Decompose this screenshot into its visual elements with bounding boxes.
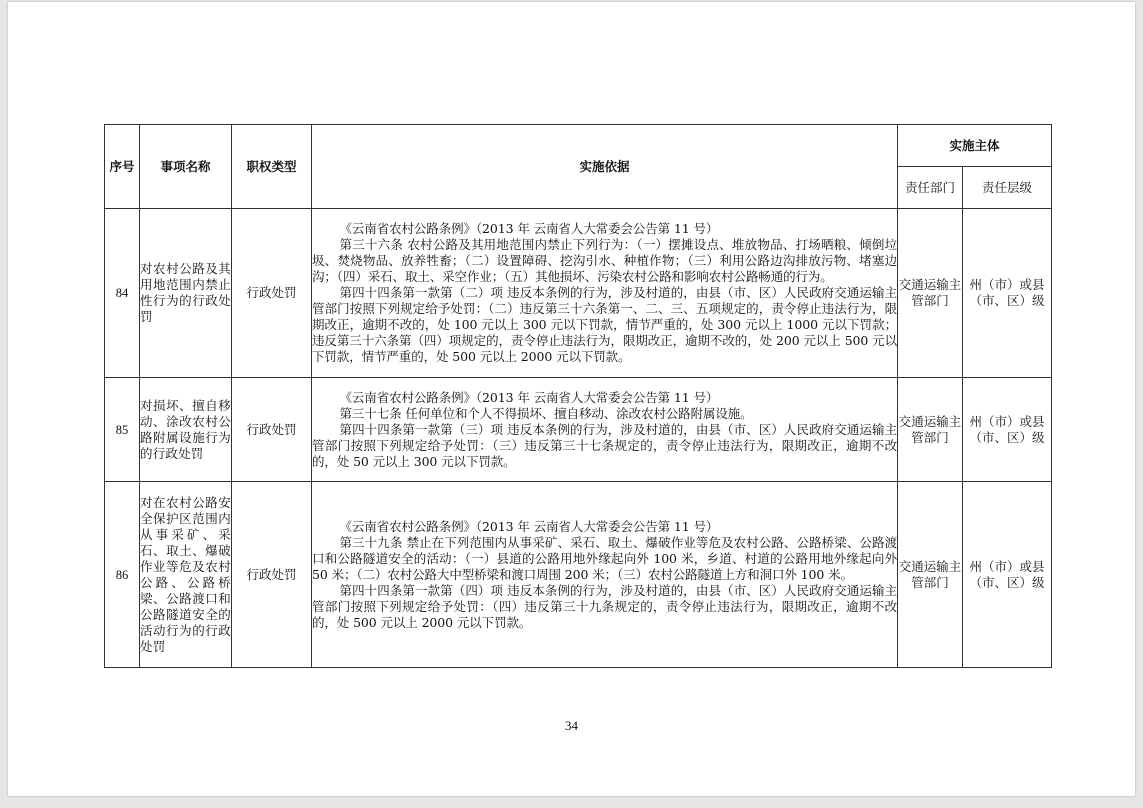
basis-law: 《云南省农村公路条例》（2013 年 云南省人大常委会公告第 11 号） xyxy=(339,518,719,534)
responsible-level: 州（市）或县（市、区）级 xyxy=(963,378,1052,482)
basis-article: 第四十四条第一款第（四）项 违反本条例的行为，涉及村道的，由县（市、区）人民政府交通运输主管部门按照下列规定给予处罚：（四）违反第三十九条规定的，责令停止违法行为，限期改正，逾期不改的，处 500 元以上 2000 元以下罚款。 xyxy=(312,582,897,630)
item-name: 对农村公路及其用地范围内禁止性行为的行政处罚 xyxy=(140,209,232,378)
header-row xyxy=(105,125,1052,167)
page-number: 34 xyxy=(565,718,578,733)
item-name: 对损坏、擅自移动、涂改农村公路附属设施行为的行政处罚 xyxy=(140,378,232,482)
header-level: 责任层级 xyxy=(963,167,1052,209)
legal-basis xyxy=(312,378,898,482)
legal-basis xyxy=(312,209,898,378)
header-dept: 责任部门 xyxy=(898,167,963,209)
header-power-type: 职权类型 xyxy=(232,125,312,209)
basis-article: 第四十四条第一款第（二）项 违反本条例的行为，涉及村道的，由县（市、区）人民政府交通运输主管部门按照下列规定给予处罚：（二）违反第三十六条第一、二、三、五项规定的，责令停止违法行为，限期改正，逾期不改的，处 100 元以上 300 元以下罚款，情节严重的，处 300 元以上 1000 元以下罚款；违反第三十六条第（四）项规定的，责令停止违法行为，限期改正，逾期不改的，处 200 元以上 500 元以下罚款，情节严重的，处 500 元以上 2000 元以下罚款。 xyxy=(312,285,897,364)
header-item-name: 事项名称 xyxy=(140,125,232,209)
basis-article: 第三十九条 禁止在下列范围内从事采矿、采石、取土、爆破作业等危及农村公路、公路桥梁、公路渡口和公路隧道安全的活动：（一）县道的公路用地外缘起向外 100 米，乡道、村道的公路用地外缘起向外 50 米；（二）农村公路大中型桥梁和渡口周围 200 米；（三）农村公路隧道上方和洞口外 100 米。 xyxy=(312,534,897,582)
basis-article: 第四十四条第一款第（三）项 违反本条例的行为，涉及村道的，由县（市、区）人民政府交通运输主管部门按照下列规定给予处罚：（三）违反第三十七条规定的，责令停止违法行为，限期改正，逾期不改的，处 50 元以上 300 元以下罚款。 xyxy=(312,421,897,469)
basis-law: 《云南省农村公路条例》（2013 年 云南省人大常委会公告第 11 号） xyxy=(339,389,719,405)
basis-article: 第三十六条 农村公路及其用地范围内禁止下列行为：（一）摆摊设点、堆放物品、打场晒粮、倾倒垃圾、焚烧物品、放养牲畜；（二）设置障碍、挖沟引水、种植作物；（三）利用公路边沟排放污物、堵塞边沟；（四）采石、取土、采空作业；（五）其他损坏、污染农村公路和影响农村公路畅通的行为。 xyxy=(312,237,897,284)
row-number: 85 xyxy=(105,378,140,482)
basis-article: 第三十七条 任何单位和个人不得损坏、擅自移动、涂改农村公路附属设施。 xyxy=(339,405,753,421)
header-subject: 实施主体 xyxy=(898,125,1052,167)
row-number: 86 xyxy=(105,482,140,668)
power-type: 行政处罚 xyxy=(232,482,312,668)
table-row xyxy=(105,378,1052,482)
responsible-level: 州（市）或县（市、区）级 xyxy=(963,209,1052,378)
document-page xyxy=(8,2,1135,796)
power-type: 行政处罚 xyxy=(232,209,312,378)
responsible-level: 州（市）或县（市、区）级 xyxy=(963,482,1052,668)
responsible-dept: 交通运输主管部门 xyxy=(898,482,963,668)
table-row xyxy=(105,482,1052,668)
header-basis: 实施依据 xyxy=(312,125,898,209)
item-name: 对在农村公路安全保护区范围内从事采矿、采石、取土、爆破作业等危及农村公路、公路桥梁、公路渡口和公路隧道安全的活动行为的行政处罚 xyxy=(140,482,232,668)
row-number: 84 xyxy=(105,209,140,378)
power-type: 行政处罚 xyxy=(232,378,312,482)
table-row xyxy=(105,209,1052,378)
responsible-dept: 交通运输主管部门 xyxy=(898,209,963,378)
legal-basis xyxy=(312,482,898,668)
powers-table xyxy=(104,124,1052,668)
header-seq: 序号 xyxy=(105,125,140,209)
basis-law: 《云南省农村公路条例》（2013 年 云南省人大常委会公告第 11 号） xyxy=(339,221,719,236)
responsible-dept: 交通运输主管部门 xyxy=(898,378,963,482)
